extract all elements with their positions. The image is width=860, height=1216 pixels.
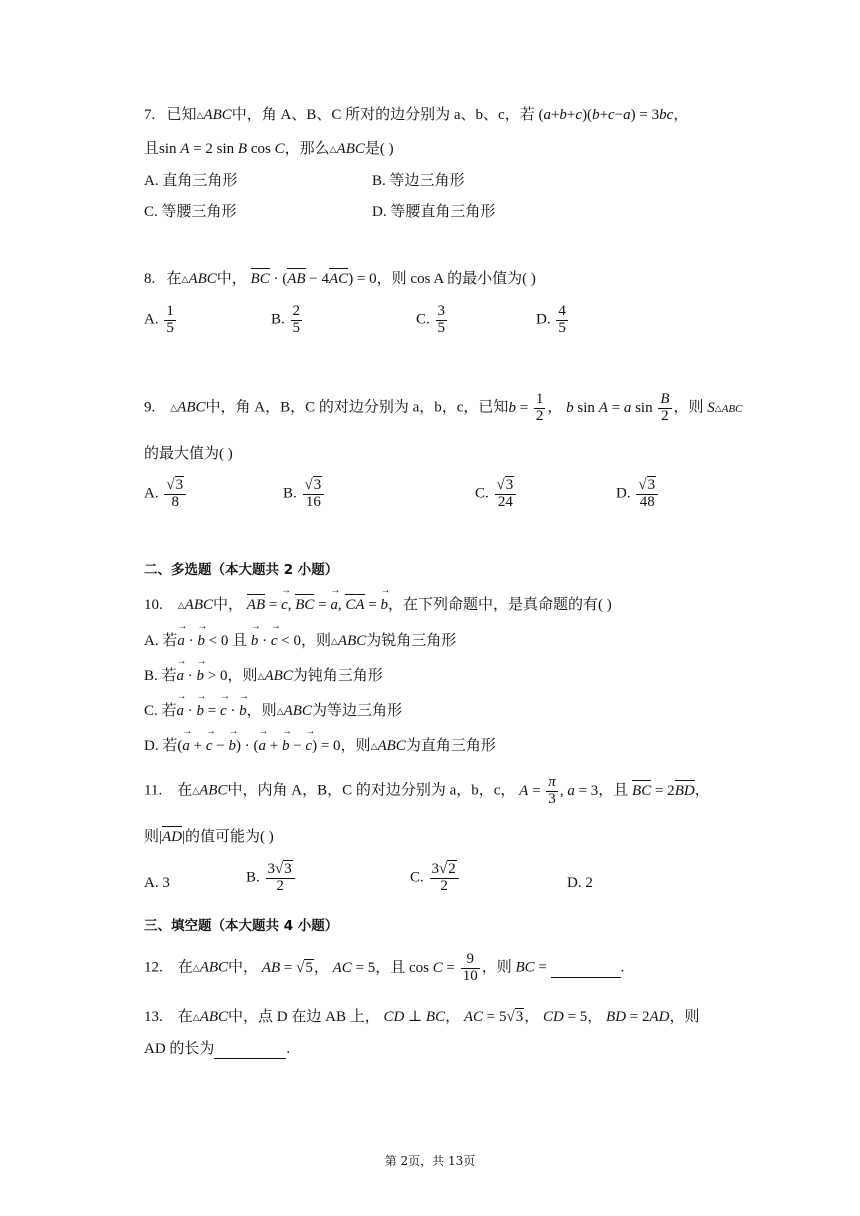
- page-footer: 第 2页，共 13页: [384, 1154, 476, 1168]
- q11-option-d[interactable]: D. 2: [567, 875, 593, 891]
- q9-option-d[interactable]: D. $\frac{√3}{48}$: [616, 478, 660, 511]
- q10-option-d[interactable]: D. 若(→ a + → c − → b) · (→ a + → b − → c) = 0，则△ABC为直角三角形: [144, 737, 496, 755]
- q7-number: 7.: [144, 107, 156, 123]
- q7-line2: 且sin A = 2 sin B cos C，那么△ABC是( ): [144, 141, 394, 157]
- section-heading-multiple-choice: 二、多选题（本大题共 2 小题）: [144, 562, 339, 578]
- q9-option-b[interactable]: B. $\frac{√3}{16}$: [283, 478, 326, 511]
- q9-option-d-fraction: $\frac{√3}{48}$: [636, 478, 658, 511]
- q10-number: 10.: [144, 597, 163, 613]
- q9-number: 9.: [144, 399, 156, 416]
- q8-option-a-fraction: $\frac{1}{5}$: [166, 303, 174, 336]
- q10-option-d-math: (→ a + → c − → b) · (→ a + → b − → c) = 0: [177, 738, 340, 754]
- q9-area-symbol: S△ABC: [707, 399, 743, 416]
- q12-stem: 12. 在△ABC中， AB = √5， AC = 5，且 cos C = $\frac{9}{10}$ ，则 BC = .: [144, 951, 625, 984]
- q11-option-b-fraction: $\frac{3√3}{2}$: [266, 862, 295, 895]
- q11-option-c[interactable]: C. $\frac{3√2}{2}$: [410, 862, 461, 895]
- section-heading-fill-in: 三、填空题（本大题共 4 小题）: [144, 918, 339, 934]
- q13-line2: AD 的长为 .: [144, 1041, 291, 1057]
- q9-option-b-fraction: $\frac{√3}{16}$: [303, 478, 325, 511]
- q8-stem: 8. 在△ABC中， BC · (AB − 4AC) = 0，则 cos A 的最小值为( ): [144, 271, 536, 287]
- q13-stem: 13. 在△ABC中，点 D 在边 AB 上， CD ⊥ BC， AC = 5√3， CD = 5， BD = 2AD，则: [144, 1009, 700, 1025]
- q8-option-b[interactable]: B. $\frac{2}{5}$: [271, 303, 301, 336]
- q10-option-c-math: → a · → b = → c · → b: [177, 703, 247, 719]
- q11-option-c-fraction: $\frac{3√2}{2}$: [430, 862, 459, 895]
- q9-option-a[interactable]: A. $\frac{√3}{8}$: [144, 478, 188, 511]
- q9-option-c-fraction: $\frac{√3}{24}$: [495, 478, 517, 511]
- q7-line1: 7. 已知△ABC中，角 A、B、C 所对的边分别为 a、b、c，若 (a+b+c)(b+c−a) = 3bc，: [144, 107, 689, 123]
- q13-answer-blank[interactable]: [214, 1040, 286, 1059]
- q12-answer-blank[interactable]: [551, 959, 621, 978]
- q10-vector-defs: AB = → c, BC = → a, CA = → b: [247, 597, 388, 613]
- q11-stem: 11. 在△ABC中，内角 A，B，C 的对边分别为 a，b，c， A = $\frac{\pi}{3}$ , a = 3，且 BC = 2BD，: [144, 774, 710, 807]
- q7-option-b[interactable]: B. 等边三角形: [372, 173, 465, 189]
- q8-option-c-fraction: $\frac{3}{5}$: [437, 303, 446, 336]
- q10-stem: 10. △ABC中， AB = → c, BC = → a, CA = → b，在下列命题中，是真命题的有( ): [144, 596, 612, 614]
- q11-line2: 则|AD|的值可能为( ): [144, 829, 274, 845]
- q11-magnitude: |AD|: [159, 829, 186, 845]
- q8-option-a[interactable]: A. $\frac{1}{5}$: [144, 303, 174, 336]
- q9-stem: 9. △ABC中，角 A，B，C 的对边分别为 a，b，c，已知b = $\frac{1}{2}$ ， b sin A = a sin $\frac{B}{2}$ ，则 S△ABC: [144, 391, 743, 424]
- q8-option-b-fraction: $\frac{2}{5}$: [292, 303, 301, 336]
- q7-option-c[interactable]: C. 等腰三角形: [144, 204, 237, 220]
- q11-vector-relation: BC = 2BD: [632, 782, 695, 799]
- q11-given: A = $\frac{\pi}{3}$ , a = 3: [519, 774, 599, 807]
- q9-equation: b sin A = a sin $\frac{B}{2}$: [566, 391, 670, 424]
- q7-equation: (a+b+c)(b+c−a) = 3bc: [538, 107, 674, 123]
- q8-option-d[interactable]: D. $\frac{4}{5}$: [536, 303, 566, 336]
- q11-option-b[interactable]: B. $\frac{3√3}{2}$: [246, 862, 297, 895]
- q7-option-d[interactable]: D. 等腰直角三角形: [372, 204, 496, 220]
- q8-option-d-fraction: $\frac{4}{5}$: [558, 303, 566, 336]
- q11-number: 11.: [144, 782, 163, 799]
- q10-option-a[interactable]: A. 若→ a · → b < 0 且 → b · → c < 0，则△ABC为锐角三角形: [144, 632, 456, 650]
- q13-given: CD ⊥ BC， AC = 5√3， CD = 5， BD = 2AD: [383, 1009, 670, 1025]
- q10-option-b[interactable]: B. 若→ a · → b > 0，则△ABC为钝角三角形: [144, 667, 383, 685]
- q12-number: 12.: [144, 959, 163, 976]
- q10-option-b-math: → a · → b > 0: [177, 668, 228, 684]
- q8-number: 8.: [144, 271, 156, 287]
- q8-option-c[interactable]: C. $\frac{3}{5}$: [416, 303, 446, 336]
- q9-given: b = $\frac{1}{2}$: [508, 391, 544, 424]
- q7-condition: sin A = 2 sin B cos C: [159, 141, 285, 157]
- q8-equation: BC · (AB − 4AC) = 0: [250, 271, 377, 287]
- q11-option-a[interactable]: A. 3: [144, 875, 170, 891]
- q10-option-c[interactable]: C. 若→ a · → b = → c · → b，则△ABC为等边三角形: [144, 702, 402, 720]
- q10-option-a-math: → a · → b < 0 且 → b · → c < 0: [177, 633, 301, 649]
- q9-option-c[interactable]: C. $\frac{√3}{24}$: [475, 478, 518, 511]
- q13-number: 13.: [144, 1009, 163, 1025]
- q12-given: AB = √5， AC = 5，且 cos C = $\frac{9}{10}$: [261, 951, 478, 984]
- q9-option-a-fraction: $\frac{√3}{8}$: [164, 478, 186, 511]
- q7-option-a[interactable]: A. 直角三角形: [144, 173, 238, 189]
- q9-line2: 的最大值为( ): [144, 446, 233, 462]
